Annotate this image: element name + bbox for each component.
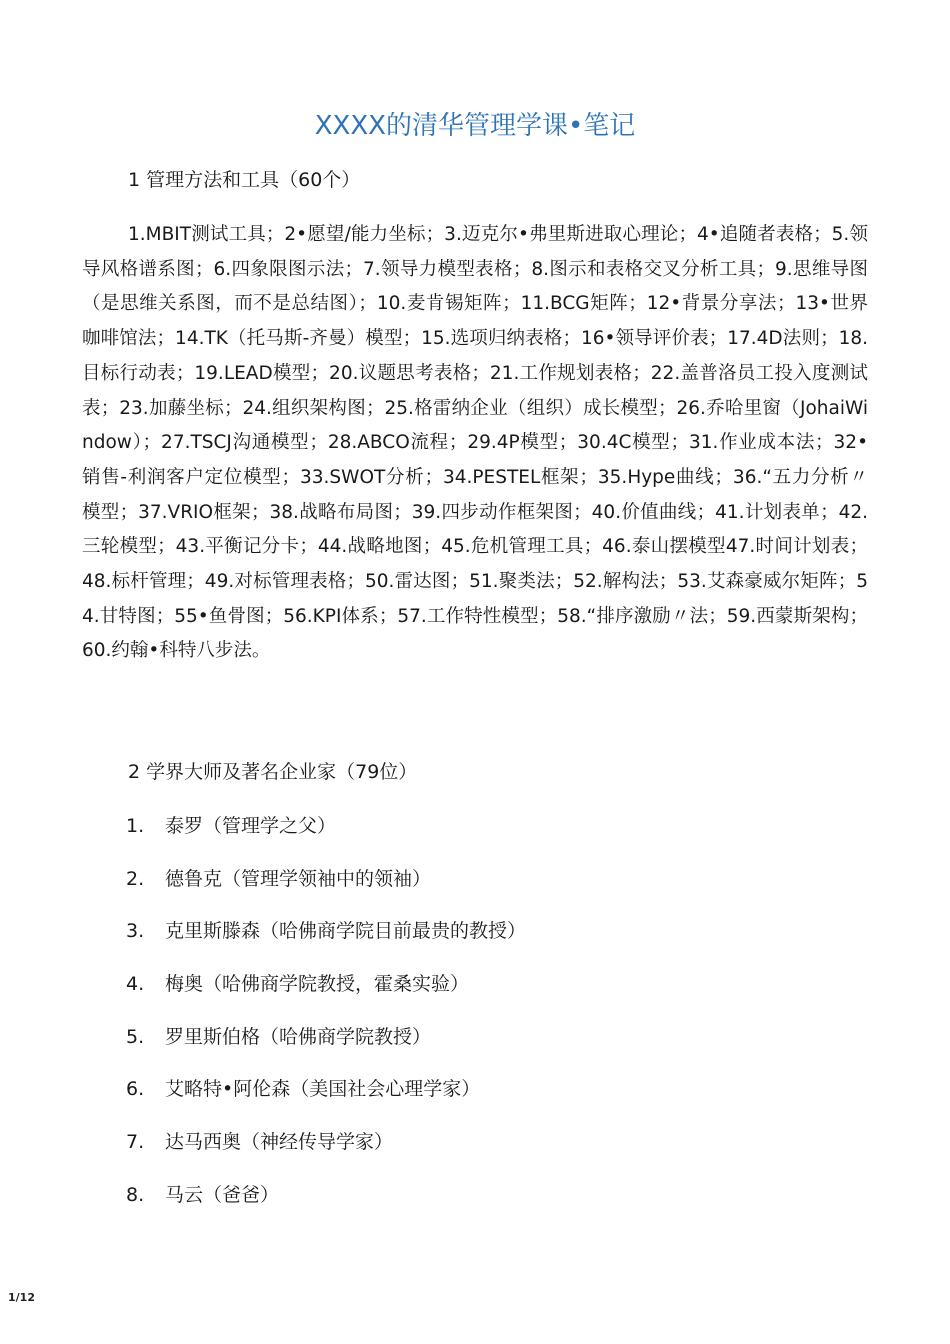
list-item-text: 泰罗（管理学之父） xyxy=(165,815,337,837)
list-item-text: 达马西奥（神经传导学家） xyxy=(165,1131,394,1154)
list-item-number: 5. xyxy=(126,1025,145,1048)
list-item-number: 7. xyxy=(126,1131,145,1154)
list-item-number: 2. xyxy=(126,867,145,890)
list-item-text: 罗里斯伯格（哈佛商学院教授） xyxy=(165,1025,432,1048)
list-item-number: 1. xyxy=(126,815,145,837)
list-item-text: 艾略特•阿伦森（美国社会心理学家） xyxy=(165,1078,481,1101)
section-heading-tools: 1 管理方法和工具（60个） xyxy=(128,169,361,191)
list-item-text: 克里斯滕森（哈佛商学院目前最贵的教授） xyxy=(165,920,527,943)
list-item-number: 8. xyxy=(126,1183,145,1206)
page-indicator: 1/12 xyxy=(8,1291,35,1304)
list-item-text: 梅奥（哈佛商学院教授，霍桑实验） xyxy=(165,973,470,996)
list-item-text: 马云（爸爸） xyxy=(165,1183,280,1206)
list-item-text: 德鲁克（管理学领袖中的领袖） xyxy=(165,867,432,890)
list-item-number: 6. xyxy=(126,1078,145,1101)
list-item-number: 3. xyxy=(126,920,145,943)
tools-list-paragraph: 1.MBIT测试工具；2•愿望/能力坐标；3.迈克尔•弗里斯进取心理论；4•追随者表格；5.领导风格谱系图；6.四象限图示法；7.领导力模型表格；8.图示和表格交叉分析工具；9.思维导图（是思维关系图，而不是总结图）；10.麦肯锡矩阵；11.BCG矩阵；12•背景分享法；13•世界咖啡馆法；14.TK（托马斯-齐曼）模型；15.选项归纳表格；16•领导评价表；17.4D法则；18.目标行动表；19.LEAD模型；20.议题思考表格；21.工作规划表格；22.盖普洛员工投入度测试表；23.加藤坐标；24.组织架构图；25.格雷纳企业（组织）成长模型；26.乔哈里窗（JohaiWindow）；27.TSCJ沟通模型；28.ABCO流程；29.4P模型；30.4C模型；31.作业成本法；32•销售-利润客户定位模型；33.SWOT分析；34.PESTEL框架；35.Hype曲线；36.“五力分析〃模型；37.VRIO框架；38.战略布局图；39.四步动作框架图；40.价值曲线；41.计划表单；42.三轮模型；43.平衡记分卡；44.战略地图；45.危机管理工具；46.泰山摆模型47.时间计划表；48.标杆管理；49.对标管理表格；50.雷达图；51.聚类法；52.解构法；53.艾森豪威尔矩阵；54.甘特图；55•鱼骨图；56.KPI体系；57.工作特性模型；58.“排序激励〃法；59.西蒙斯架构；60.约翰•科特八步法。 xyxy=(82,224,868,662)
document-title: XXXX的清华管理学课•笔记 xyxy=(314,111,636,141)
section-heading-masters: 2 学界大师及著名企业家（79位） xyxy=(128,761,418,783)
list-item-number: 4. xyxy=(126,973,145,996)
